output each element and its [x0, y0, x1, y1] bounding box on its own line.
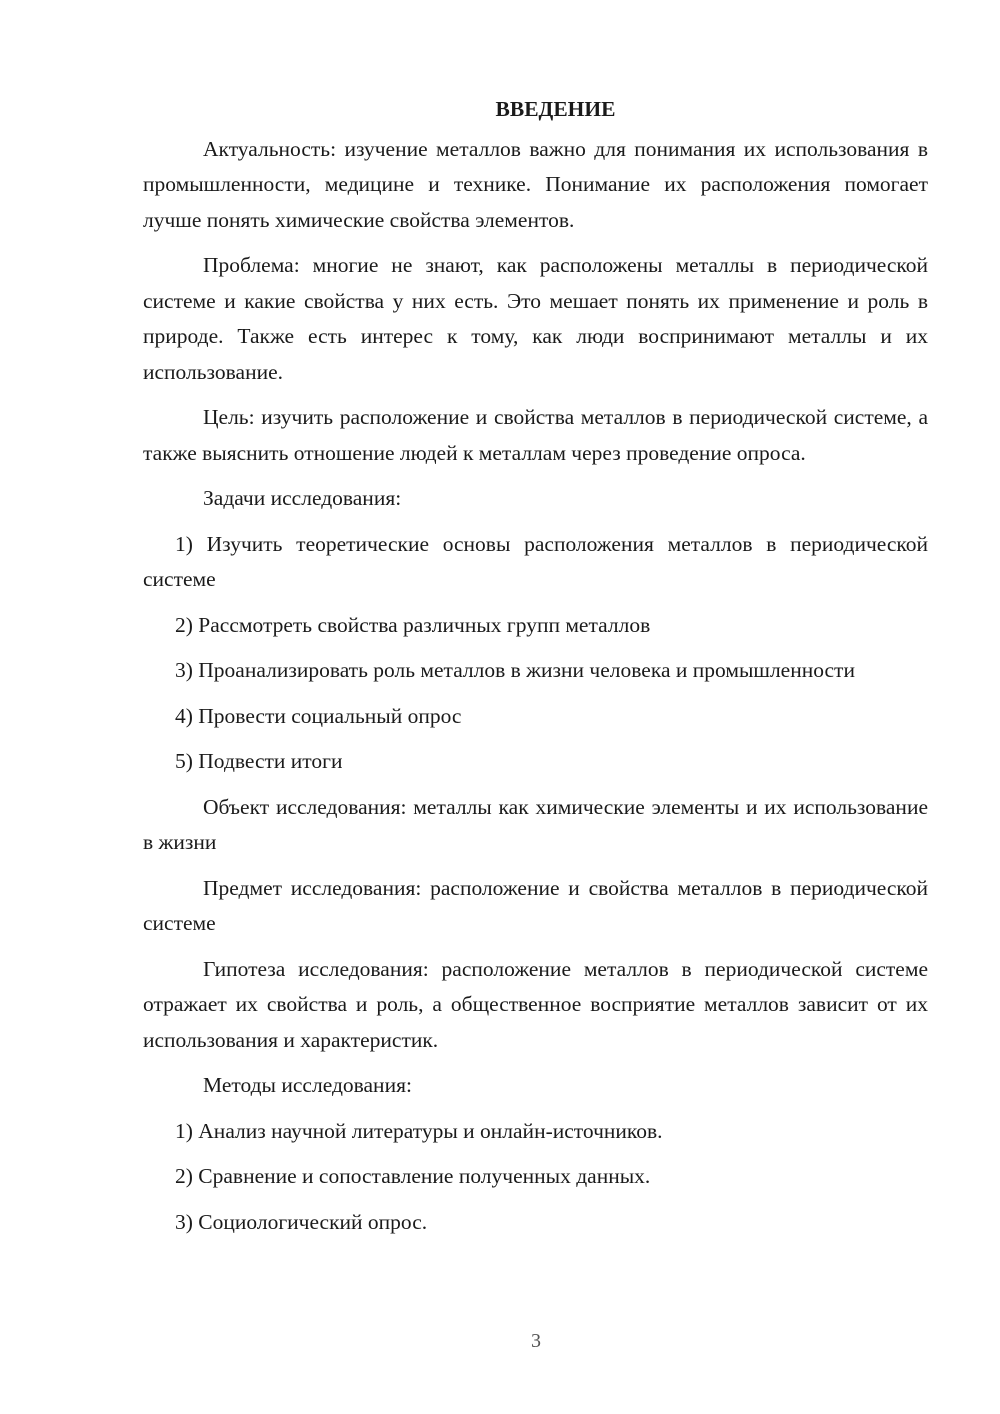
page-number: 3 [531, 1330, 541, 1352]
goal-paragraph: Цель: изучить расположение и свойства металлов в периодической системе, а также выяснить отношение людей к металлам через проведение опроса. [143, 405, 928, 465]
task-item: 5) Подвести итоги [175, 749, 343, 773]
object-paragraph: Объект исследования: металлы как химические элементы и их использование в жизни [143, 794, 928, 854]
task-item: 3) Проанализировать роль металлов в жизни человека и промышленности [175, 658, 855, 682]
section-title: ВВЕДЕНИЕ [495, 97, 616, 121]
tasks-heading: Задачи исследования: [203, 486, 402, 510]
subject-paragraph: Предмет исследования: расположение и свойства металлов в периодической системе [143, 875, 928, 935]
document-page [143, 92, 928, 1250]
methods-heading: Методы исследования: [203, 1073, 412, 1097]
method-item: 1) Анализ научной литературы и онлайн-источников. [175, 1118, 663, 1143]
hypothesis-paragraph: Гипотеза исследования: расположение металлов в периодической системе отражает их свойства и роль, а общественное восприятие металлов зависит от их использования и характеристик. [143, 956, 928, 1052]
task-item: 1) Изучить теоретические основы расположения металлов в периодической системе [143, 531, 928, 591]
relevance-paragraph: Актуальность: изучение металлов важно для понимания их использования в промышленности, медицине и технике. Понимание их расположения помогает лучше понять химические свойства элементов. [143, 136, 928, 232]
task-item: 2) Рассмотреть свойства различных групп металлов [175, 612, 651, 637]
methods-list [143, 1114, 928, 1241]
task-item: 4) Провести социальный опрос [175, 703, 462, 728]
method-item: 3) Социологический опрос. [175, 1209, 428, 1234]
problem-paragraph: Проблема: многие не знают, как расположены металлы в периодической системе и какие свойства у них есть. Это мешает понять их применение и роль в природе. Также есть интерес к тому, как люди воспринимают металлы и их использование. [143, 253, 928, 384]
tasks-list [143, 527, 928, 780]
method-item: 2) Сравнение и сопоставление полученных данных. [175, 1164, 651, 1188]
